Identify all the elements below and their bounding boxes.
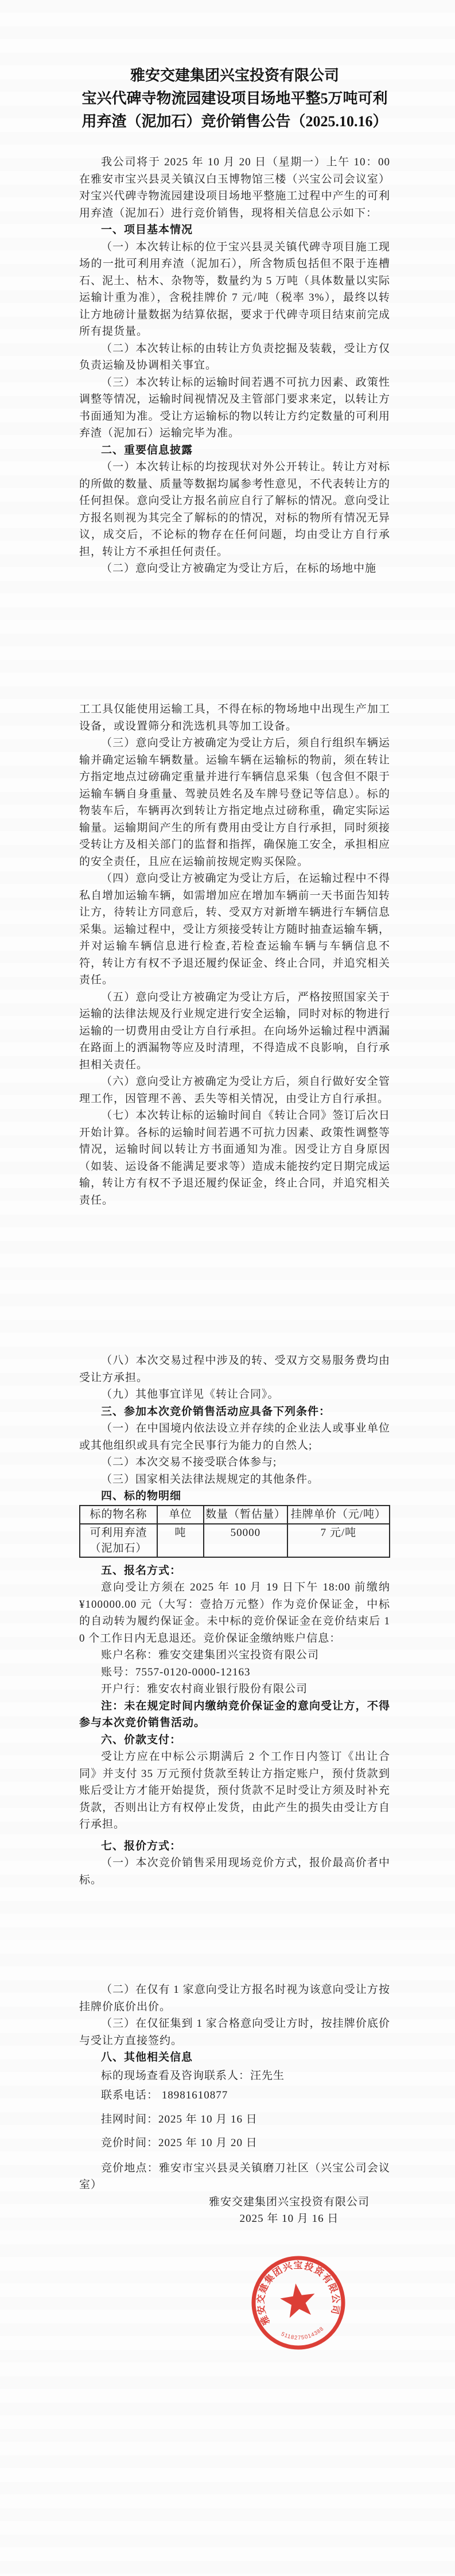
- deposit-note: 注：未在规定时间内缴纳竞价保证金的意向受让方，不得参与本次竞价销售活动。: [79, 1700, 390, 1729]
- table-header-quantity: 数量（暂估量）: [204, 1506, 287, 1524]
- table-header-row: [80, 1506, 390, 1524]
- document-page-4: [0, 1932, 455, 2576]
- signature-company: 雅安交建集团兴宝投资有限公司: [208, 2195, 370, 2208]
- section-2-paragraph-6: （六）意向受让方被确定为受让方后，须自行做好安全管理工作，因管理不善、丢失等相关情况，由受让方自行承担。: [79, 1076, 390, 1105]
- section-2-paragraph-1: （一）本次转让标的均按现状对外公开转让。转让方对标的所做的数量、质量等数据均属参考性意见，不代表转让方的任何担保。意向受让方报名前应自行了解标的情况。意向受让方报名则视为其完全了解标的的情况，对标的物所有情况无异议，成交后，不论标的物存在任何问题，均由受让方自行承担，转让方不承担任何责任。: [79, 461, 390, 558]
- seal-number: 5118275014388: [280, 2325, 325, 2341]
- section-7-item-3: （三）在仅征集到 1 家合格意向受让方时，按挂牌价底价与受让方直接签约。: [79, 2018, 390, 2047]
- title-line-3: 用弃渣（泥加石）竞价销售公告（2025.10.16）: [81, 113, 388, 130]
- bank-line: 开户行：雅安农村商业银行股份有限公司: [101, 1683, 308, 1695]
- section-2-paragraph-7: （七）本次转让标的运输时间自《转让合同》签订后次日开始计算。各标的运输时间若遇不可抗力因素、政策性调整等情况，运输时间以转让方书面通知为准。因受让方自身原因（如装、运设备不能满足要求等）造成未能按约定日期完成运输，转让方有权不予退还履约保证金，终止合同，并追究相关责任。: [79, 1109, 390, 1206]
- section-1-heading: 一、项目基本情况: [101, 224, 193, 236]
- seal-ring: [248, 2252, 349, 2353]
- section-1-paragraph-3: （三）本次转让标的运输时间若遇不可抗力因素、政策性调整等情况，运输时间视情况及主管部门要求来定，以转让方书面通知为准。受让方运输标的物以转让方约定数量的可利用弃渣（泥加石）运输完毕为准。: [79, 376, 390, 439]
- section-3-item-1: （一）在中国境内依法设立并存续的企业法人或事业单位或其他组织或具有完全民事行为能力的自然人;: [79, 1422, 390, 1452]
- section-2-paragraph-2-continued: 工工具仅能使用运输工具，不得在标的物场地中出现生产加工设备，或设置筛分和洗选机具等加工设备。: [79, 703, 390, 732]
- intro-paragraph: 我公司将于 2025 年 10 月 20 日（星期一）上午 10：00 在雅安市宝兴县灵关镇汉白玉博物馆三楼（兴宝公司会议室）对宝兴代碑寺物流园建设项目场地平整施工过程中产生的可利用弃渣（泥加石）进行竞价销售，现将相关信息公示如下：: [79, 156, 390, 219]
- signature-date: 2025 年 10 月 16 日: [239, 2213, 339, 2225]
- table-cell-quantity: 50000: [204, 1524, 287, 1557]
- document-page-2: [0, 644, 455, 1288]
- listing-time-line: 挂网时间：2025 年 10 月 16 日: [101, 2113, 258, 2125]
- table-header-unit: 单位: [157, 1506, 204, 1524]
- account-name-line: 账户名称：雅安交建集团兴宝投资有限公司: [101, 1649, 320, 1661]
- seal-star: [278, 2281, 317, 2319]
- table-cell-unit: 吨: [157, 1524, 204, 1557]
- section-1-paragraph-1: （一）本次转让标的位于宝兴县灵关镇代碑寺项目施工现场的一批可利用弃渣（泥加石），所含物质包括但不限于连槽石、泥土、枯木、杂物等，数量约为 5 万吨（具体数量以实际运输计重为准），含税挂牌价 7 元/吨（税率 3%），最终以转让方地磅计量数据为结算依据，要求于代碑寺项目结束前完成所有提货量。: [79, 240, 391, 337]
- document-page-3: [0, 1288, 455, 1932]
- table-row: [80, 1524, 390, 1557]
- section-2-paragraph-8: （八）本次交易过程中涉及的转、受双方交易服务费均由受让方承担。: [79, 1355, 390, 1384]
- title-line-1: 雅安交建集团兴宝投资有限公司: [130, 67, 339, 84]
- table-cell-price: 7 元/吨: [287, 1524, 390, 1557]
- section-3-item-3: （三）国家相关法律法规规定的其他条件。: [101, 1473, 320, 1485]
- title-line-2: 宝兴代碑寺物流园建设项目场地平整5万吨可利: [81, 90, 388, 107]
- section-8-heading: 八、其他相关信息: [101, 2051, 193, 2063]
- section-1-paragraph-2: （二）本次转让标的由转让方负责挖掘及装载，受让方仅负责运输及协调相关事宜。: [79, 342, 390, 371]
- table-header-price: 挂牌单价（元/吨）: [287, 1506, 390, 1524]
- table-header-name: 标的物名称: [80, 1506, 157, 1524]
- section-6-paragraph-1: 受让方应在中标公示期满后 2 个工作日内签订《出让合同》并支付 35 万元预付货款至转让方指定账户，预付货款到账后受让方才能开始提货，预付货款不足时受让方须及时补充货款，否则出让方有权停止发货，由此产生的损失由受让方自行承担。: [79, 1751, 390, 1830]
- section-3-heading: 三、参加本次竞价销售活动应具备下列条件：: [101, 1405, 331, 1418]
- section-2-heading: 二、重要信息披露: [101, 444, 193, 456]
- section-2-paragraph-3: （三）意向受让方被确定为受让方后，须自行组织车辆运输并确定运输车辆数量。运输车辆在运输标的物前，须在转让方指定地点过磅确定重量并进行车辆信息采集（包含但不限于运输车辆自身重量、驾驶员姓名及车牌号登记等信息）。标的物装车后，车辆再次到转让方指定地点过磅称重，确定实际运输量。运输期间产生的所有费用由受让方自行承担，同时须接受转让方及相关部门的监督和指挥，确保施工安全，承担相应的安全责任，且应在运输前按规定购买保险。: [79, 737, 390, 868]
- section-7-item-1: （一）本次竞价销售采用现场竞价方式，报价最高价者中标。: [79, 1857, 390, 1886]
- section-2-paragraph-9: （九）其他事宜详见《转让合同》。: [101, 1388, 279, 1400]
- account-number-line: 账号：7557-0120-0000-12163: [101, 1666, 251, 1678]
- subject-matter-table: [79, 1505, 390, 1558]
- document-title: [79, 64, 390, 133]
- contact-phone-line: 联系电话： 18981610877: [101, 2089, 228, 2101]
- section-4-heading: 四、标的物明细: [101, 1490, 182, 1502]
- section-2-paragraph-2-start: （二）意向受让方被确定为受让方后，在标的场地中施: [101, 562, 377, 575]
- seal-ring-text: 雅安交建集团兴宝投资有限公司: [256, 2260, 341, 2327]
- section-3-item-2: （二）本次交易不接受联合体参与;: [101, 1456, 277, 1468]
- section-7-item-2: （二）在仅有 1 家意向受让方报名时视为该意向受让方按挂牌价底价出价。: [79, 1984, 390, 2013]
- section-6-heading: 六、价款支付：: [101, 1733, 182, 1746]
- section-2-paragraph-5: （五）意向受让方被确定为受让方后，严格按照国家关于运输的法律法规及行业规定进行安全运输，同时对标的物进行运输的一切费用由受让方自行承担。在向场外运输过程中洒漏在路面上的洒漏物等应及时清理，不得造成不良影响，自行承担相关责任。: [79, 991, 390, 1071]
- section-7-heading: 七、报价方式：: [101, 1840, 182, 1852]
- company-seal: [242, 2245, 354, 2361]
- bidding-place-line: 竞价地点：雅安市宝兴县灵关镇磨刀社区（兴宝公司会议室）: [79, 2162, 390, 2191]
- document-page-1: [0, 0, 455, 644]
- section-2-paragraph-4: （四）意向受让方被确定为受让方后，在运输过程中不得私自增加运输车辆，如需增加应在增加车辆前一天书面告知转让方，待转让方同意后，转、受双方对新增车辆进行车辆信息采集。运输过程中，受让方须接受转让方随时抽查运输车辆，并对运输车辆信息进行检查,若检查运输车辆与车辆信息不符，转让方有权不予退还履约保证金、终止合同，并追究相关责任。: [79, 872, 390, 986]
- section-5-paragraph-1: 意向受让方须在 2025 年 10 月 19 日下午 18:00 前缴纳 ¥100000.00 元（大写：壹拾万元整）作为竞价保证金，中标的自动转为履约保证金。未中标的竞价保证金在竞价结束后 10 个工作日内无息退还。竞价保证金缴纳账户信息：: [79, 1581, 390, 1644]
- contact-person-line: 标的现场查看及咨询联系人：汪先生: [101, 2069, 285, 2082]
- bidding-time-line: 竞价时间：2025 年 10 月 20 日: [101, 2137, 258, 2149]
- table-cell-name: 可利用弃渣（泥加石）: [80, 1524, 157, 1557]
- section-5-heading: 五、报名方式：: [101, 1564, 182, 1577]
